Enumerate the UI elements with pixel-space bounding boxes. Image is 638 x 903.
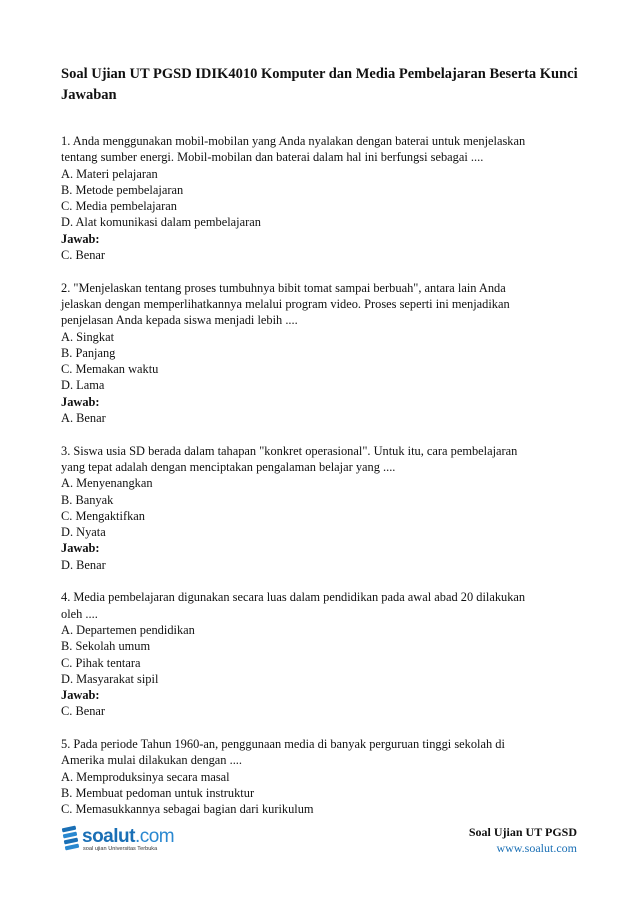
question-block xyxy=(61,443,581,573)
question-text: jelaskan dengan memperlihatkannya melalui program video. Proses seperti ini menjadikan xyxy=(61,296,510,311)
question-block xyxy=(61,589,581,719)
question-block xyxy=(61,133,581,263)
question-block xyxy=(61,280,581,427)
answer-option: C. Mengaktifkan xyxy=(61,508,145,523)
answer-label: Jawab: xyxy=(61,541,100,556)
answer-option: A. Departemen pendidikan xyxy=(61,622,195,637)
answer-key: D. Benar xyxy=(61,557,106,572)
answer-option: B. Metode pembelajaran xyxy=(61,182,184,197)
answer-option: C. Pihak tentara xyxy=(61,655,141,670)
question-text: 5. Pada periode Tahun 1960-an, penggunaan media di banyak perguruan tinggi sekolah di xyxy=(61,736,505,751)
answer-key: C. Benar xyxy=(61,704,106,719)
answer-option: B. Membuat pedoman untuk instruktur xyxy=(61,785,255,800)
answer-key: C. Benar xyxy=(61,248,106,263)
question-text: Amerika mulai dilakukan dengan .... xyxy=(61,753,242,768)
soalut-logo[interactable] xyxy=(60,824,180,856)
page-title: Soal Ujian UT PGSD IDIK4010 Komputer dan Media Pembelajaran Beserta Kunci Jawaban xyxy=(61,66,578,103)
question-block xyxy=(61,736,581,817)
logo-wordmark: soalut.com xyxy=(82,826,175,847)
question-text: oleh .... xyxy=(61,606,98,621)
answer-option: A. Singkat xyxy=(61,329,115,344)
footer-url-link[interactable]: www.soalut.com xyxy=(496,841,577,855)
answer-option: D. Alat komunikasi dalam pembelajaran xyxy=(61,215,261,230)
footer-info xyxy=(469,824,577,856)
answer-option: B. Banyak xyxy=(61,492,114,507)
question-text: 3. Siswa usia SD berada dalam tahapan "konkret operasional". Untuk itu, cara pembelajaran xyxy=(61,443,518,458)
answer-option: C. Memakan waktu xyxy=(61,362,159,377)
question-list xyxy=(61,133,581,834)
question-text: 4. Media pembelajaran digunakan secara luas dalam pendidikan pada awal abad 20 dilakukan xyxy=(61,590,526,605)
answer-option: D. Masyarakat sipil xyxy=(61,671,159,686)
answer-option: D. Lama xyxy=(61,378,105,393)
answer-label: Jawab: xyxy=(61,688,100,703)
answer-key: A. Benar xyxy=(61,411,106,426)
answer-option: A. Menyenangkan xyxy=(61,476,153,491)
answer-option: C. Media pembelajaran xyxy=(61,199,177,214)
logo-tagline: soal ujian Universitas Terbuka xyxy=(83,846,158,852)
answer-option: A. Memproduksinya secara masal xyxy=(61,769,230,784)
question-text: 2. "Menjelaskan tentang proses tumbuhnya bibit tomat sampai berbuah", antara lain Anda xyxy=(61,280,506,295)
answer-option: B. Panjang xyxy=(61,345,116,360)
question-text: penjelasan Anda kepada siswa menjadi lebih .... xyxy=(61,313,298,328)
question-text: yang tepat adalah dengan menciptakan pengalaman belajar yang .... xyxy=(61,459,396,474)
footer-title: Soal Ujian UT PGSD xyxy=(468,825,577,839)
answer-option: D. Nyata xyxy=(61,525,106,540)
answer-option: B. Sekolah umum xyxy=(61,639,151,654)
answer-option: C. Memasukkannya sebagai bagian dari kurikulum xyxy=(61,802,314,817)
question-text: 1. Anda menggunakan mobil-mobilan yang Anda nyalakan dengan baterai untuk menjelaskan xyxy=(61,134,526,148)
answer-label: Jawab: xyxy=(61,231,100,246)
answer-label: Jawab: xyxy=(61,394,100,409)
answer-option: A. Materi pelajaran xyxy=(61,166,158,181)
book-stack-icon xyxy=(60,824,82,854)
question-text: tentang sumber energi. Mobil-mobilan dan baterai dalam hal ini berfungsi sebagai .... xyxy=(61,150,484,165)
